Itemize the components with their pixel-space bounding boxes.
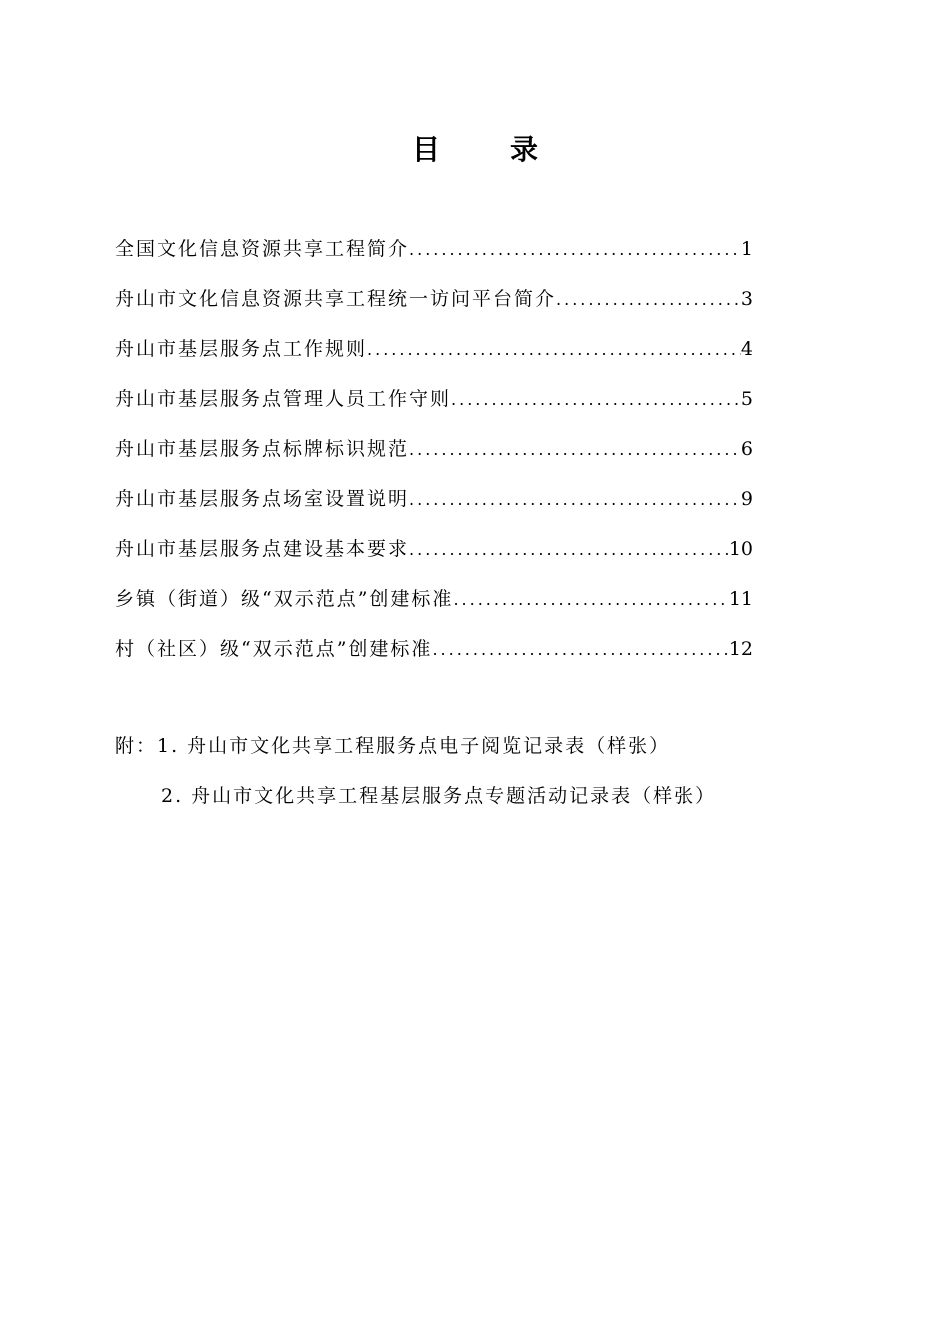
toc-entry-page: 10: [728, 538, 753, 560]
toc-entry: [115, 632, 753, 682]
appendix-item-1: 附：1. 舟山市文化共享工程服务点电子阅览记录表（样张）: [115, 735, 671, 757]
toc-leader-dots: [409, 433, 741, 467]
toc-entry: [115, 582, 753, 632]
toc-entry-page: 5: [740, 388, 753, 410]
toc-leader-dots: [409, 533, 729, 567]
toc-entry-title: 舟山市基层服务点标牌标识规范: [115, 438, 410, 460]
toc-entry-title: 舟山市基层服务点建设基本要求: [115, 538, 410, 560]
appendix-item-2: 2. 舟山市文化共享工程基层服务点专题活动记录表（样张）: [161, 785, 717, 807]
toc-entry-title: 舟山市基层服务点场室设置说明: [115, 488, 410, 510]
toc-leader-dots: [367, 333, 741, 367]
toc-entry-page: 3: [740, 288, 753, 310]
toc-entry-page: 4: [740, 338, 753, 360]
toc-entry-title: 舟山市文化信息资源共享工程统一访问平台简介: [115, 288, 557, 310]
toc-entry-page: 9: [740, 488, 753, 510]
table-of-contents: [115, 232, 753, 682]
toc-entry: [115, 432, 753, 482]
toc-entry: [115, 332, 753, 382]
toc-entry-page: 12: [728, 638, 753, 660]
appendix-list: [115, 728, 835, 828]
toc-leader-dots: [432, 633, 728, 667]
toc-leader-dots: [556, 283, 741, 317]
toc-entry-title: 舟山市基层服务点管理人员工作守则: [115, 388, 452, 410]
toc-entry-title: 村（社区）级“双示范点”创建标准: [115, 638, 433, 660]
toc-entry: [115, 232, 753, 282]
title-char-2: 录: [510, 133, 539, 166]
toc-entry: [115, 382, 753, 432]
toc-entry: [115, 532, 753, 582]
toc-entry-page: 6: [740, 438, 753, 460]
toc-entry: [115, 482, 753, 532]
toc-entry: [115, 282, 753, 332]
toc-leader-dots: [409, 483, 741, 517]
toc-entry-title: 乡镇（街道）级“双示范点”创建标准: [115, 588, 454, 610]
toc-entry-title: 舟山市基层服务点工作规则: [115, 338, 368, 360]
page-title: [0, 128, 950, 168]
toc-entry-page: 1: [740, 238, 753, 260]
toc-entry-title: 全国文化信息资源共享工程简介: [115, 238, 410, 260]
title-char-1: 目: [411, 133, 440, 166]
toc-leader-dots: [409, 233, 741, 267]
toc-leader-dots: [451, 383, 741, 417]
toc-entry-page: 11: [728, 588, 753, 610]
toc-leader-dots: [453, 583, 728, 617]
